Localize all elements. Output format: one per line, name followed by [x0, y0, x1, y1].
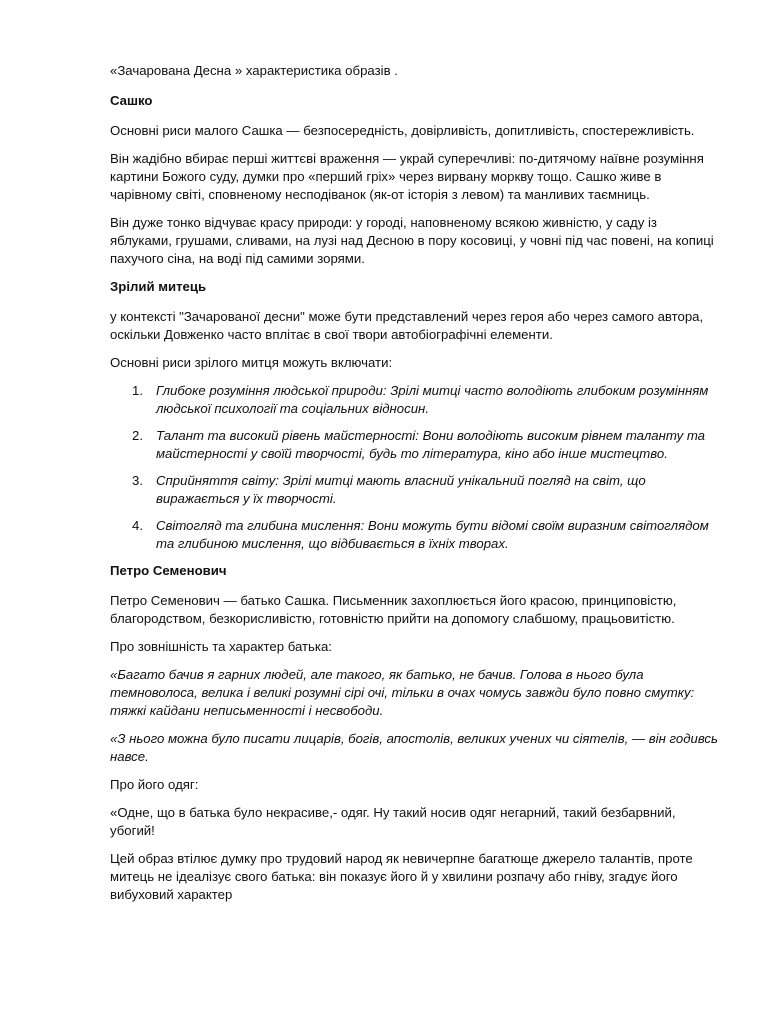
list-item-text: Глибоке розуміння людської природи: Зрілі митці часто володіють глибоким розумінням людської психології та соціальних відносин.: [156, 383, 709, 416]
paragraph-petro-intro: Петро Семенович — батько Сашка. Письменник захоплюється його красою, принциповістю, благородством, безкорисливістю, готовністю прийти на допомогу слабшому, працьовитістю.: [110, 593, 677, 626]
paragraph-petro-appearance-label: Про зовнішність та характер батька:: [110, 639, 332, 654]
list-item: [110, 517, 720, 553]
paragraph-sashko-impressions: Він жадібно вбирає перші життєві враження — украй суперечливі: по-дитячому наївне розуміння картини Божого суду, думки про «перший гріх» через вирвану моркву тощо. Сашко живе в чарівному світі, сповненому несподіванок (як-от історія з левом) та манливих таємниць.: [110, 151, 704, 202]
paragraph-sashko-traits: Основні риси малого Сашка — безпосередність, довірливість, допитливість, спостережливість.: [110, 123, 695, 138]
paragraph-clothes-quote: «Одне, що в батька було некрасиве,- одяг. Ну такий носив одяг негарний, такий безбарвний, убогий!: [110, 805, 676, 838]
heading-mature-artist: Зрілий митець: [110, 279, 207, 294]
list-item: [110, 472, 720, 508]
document-title: «Зачарована Десна » характеристика образів .: [110, 63, 398, 78]
heading-petro: Петро Семенович: [110, 563, 227, 578]
list-item-number: 3.: [132, 473, 143, 488]
list-item-text: Сприйняття світу: Зрілі митці мають власний унікальний погляд на світ, що виражається у їх творчості.: [156, 473, 646, 506]
document-page: [110, 62, 720, 914]
list-item-text: Світогляд та глибина мислення: Вони можуть бути відомі своїм виразним світоглядом та глибиною мислення, що відбивається в їхніх творах.: [156, 518, 709, 551]
paragraph-artist-intro: Основні риси зрілого митця можуть включати:: [110, 355, 393, 370]
quote-knights: «З нього можна було писати лицарів, богів, апостолів, великих учених чи сіятелів, — він годивсь навсе.: [110, 731, 718, 764]
paragraph-sashko-nature: Він дуже тонко відчуває красу природи: у городі, наповненому всякою живністю, у саду із яблуками, грушами, сливами, на лузі над Десною в пору косовиці, у човні під час повені, на копиці пахучого сіна, на воді під самими зорями.: [110, 215, 714, 266]
paragraph-artist-context: у контексті "Зачарованої десни" може бути представлений через героя або через самого автора, оскільки Довженко часто вплітає в свої твори автобіографічні елементи.: [110, 309, 704, 342]
artist-features-list: [110, 382, 720, 553]
list-item-number: 2.: [132, 428, 143, 443]
list-item: [110, 382, 720, 418]
list-item: [110, 427, 720, 463]
list-item-text: Талант та високий рівень майстерності: Вони володіють високим рівнем таланту та майстерності у своїй творчості, будь то література, кіно або інше мистецтво.: [156, 428, 705, 461]
list-item-number: 4.: [132, 518, 143, 533]
list-item-number: 1.: [132, 383, 143, 398]
paragraph-petro-conclusion: Цей образ втілює думку про трудовий народ як невичерпне багатюще джерело талантів, проте митець не ідеалізує свого батька: він показує його й у хвилини розпачу або гніву, згадує його вибуховий характер: [110, 851, 693, 902]
quote-appearance: «Багато бачив я гарних людей, але такого, як батько, не бачив. Голова в нього була темноволоса, велика і великі розумні сірі очі, тільки в очах чомусь завжди було повно смутку: тяжкі кайдани неписьменності і несвободи.: [110, 667, 695, 718]
heading-sashko: Сашко: [110, 93, 153, 108]
paragraph-clothes-label: Про його одяг:: [110, 777, 199, 792]
